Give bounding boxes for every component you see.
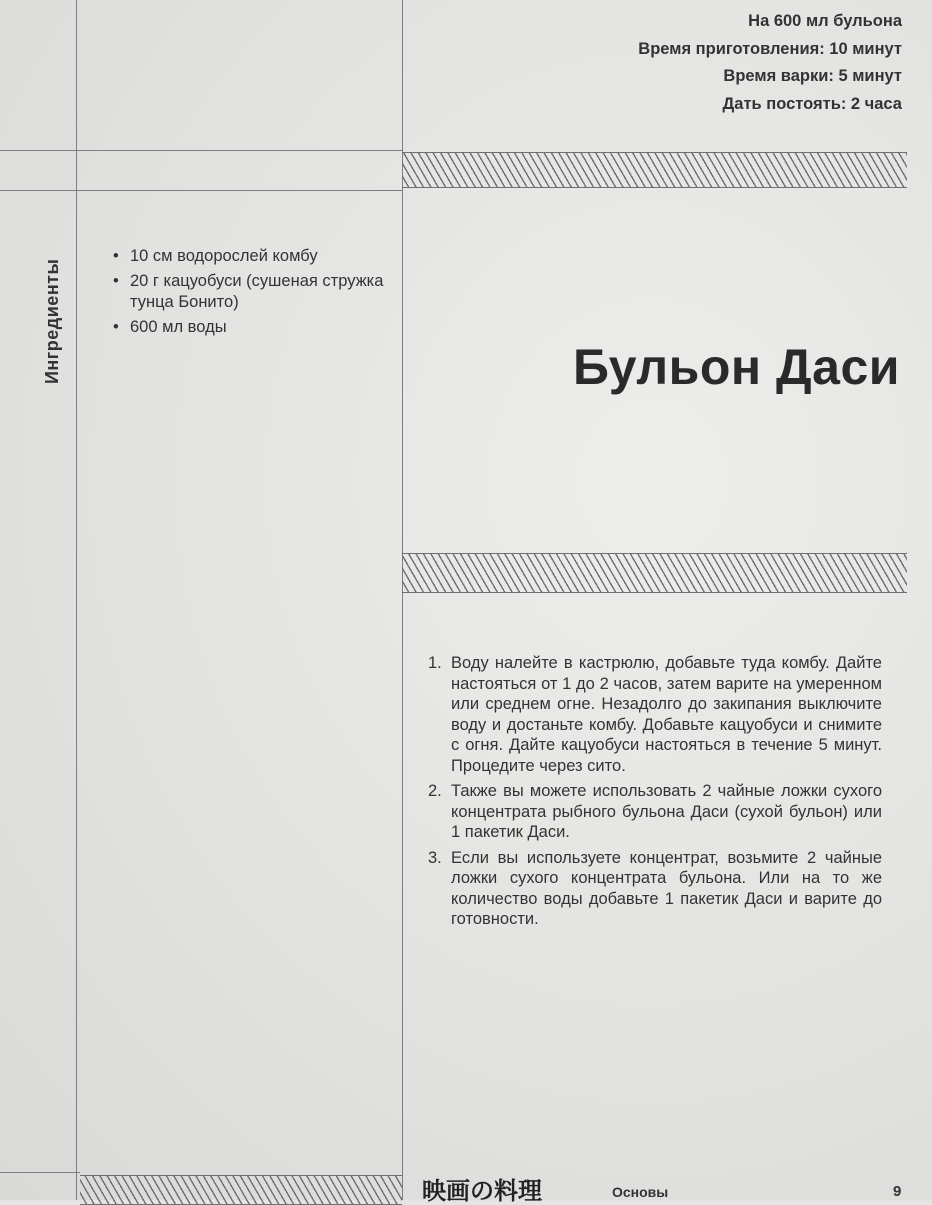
step-number: 2.	[428, 782, 442, 800]
step-number: 3.	[428, 848, 442, 867]
prep-time-text: Время приготовления: 10 минут	[638, 39, 902, 58]
footer-brand: 映画の料理	[422, 1178, 542, 1205]
step-text: Если вы используете концентрат, возьмите 2 чайные ложки сухого концентрата бульона. Или на то же количество воды добавьте 1 пакетик Даси и варите до готовности.	[451, 848, 882, 928]
list-item: • 20 г кацуобуси (сушеная стружка тунца Бонито)	[112, 271, 392, 313]
grid-line	[0, 150, 402, 151]
grid-line	[0, 190, 402, 191]
footer-section: Основы	[612, 1184, 669, 1200]
step-item	[428, 653, 882, 776]
ingredients-heading: Ингредиенты	[42, 258, 62, 384]
ingredients-list	[112, 246, 392, 342]
cook-time-text: Время варки: 5 минут	[723, 67, 902, 85]
rest-time-text: Дать постоять: 2 часа	[722, 94, 902, 113]
step-text: Воду налейте в кастрюлю, добавьте туда комбу. Дайте настояться от 1 до 2 часов, затем варите на умеренном или среднем огне. Незадолго до закипания выключите воду и достаньте комбу. Добавьте кацуобуси и снимите с огня. Дайте кацуобуси настояться в течение 5 минут. Процедите через сито.	[451, 654, 882, 775]
list-item: • 10 см водорослей комбу	[112, 246, 392, 267]
recipe-title: Бульон Даси	[572, 339, 900, 395]
step-number: 1.	[428, 654, 442, 672]
grid-line	[0, 1172, 80, 1173]
hatch-band-footer	[80, 1175, 402, 1205]
list-item: • 600 мл воды	[112, 317, 392, 338]
step-item	[428, 781, 882, 843]
page-number: 9	[893, 1183, 902, 1200]
hatch-band-middle	[402, 553, 907, 593]
grid-line	[76, 0, 77, 1200]
yield-text: На 600 мл бульона	[748, 12, 902, 30]
step-item	[428, 848, 882, 930]
hatch-band-top	[402, 152, 907, 188]
steps-list	[428, 653, 882, 935]
step-text: Также вы можете использовать 2 чайные ложки сухого концентрата рыбного бульона Даси (сухой бульон) или 1 пакетик Даси.	[451, 782, 882, 841]
recipe-meta	[638, 8, 902, 118]
